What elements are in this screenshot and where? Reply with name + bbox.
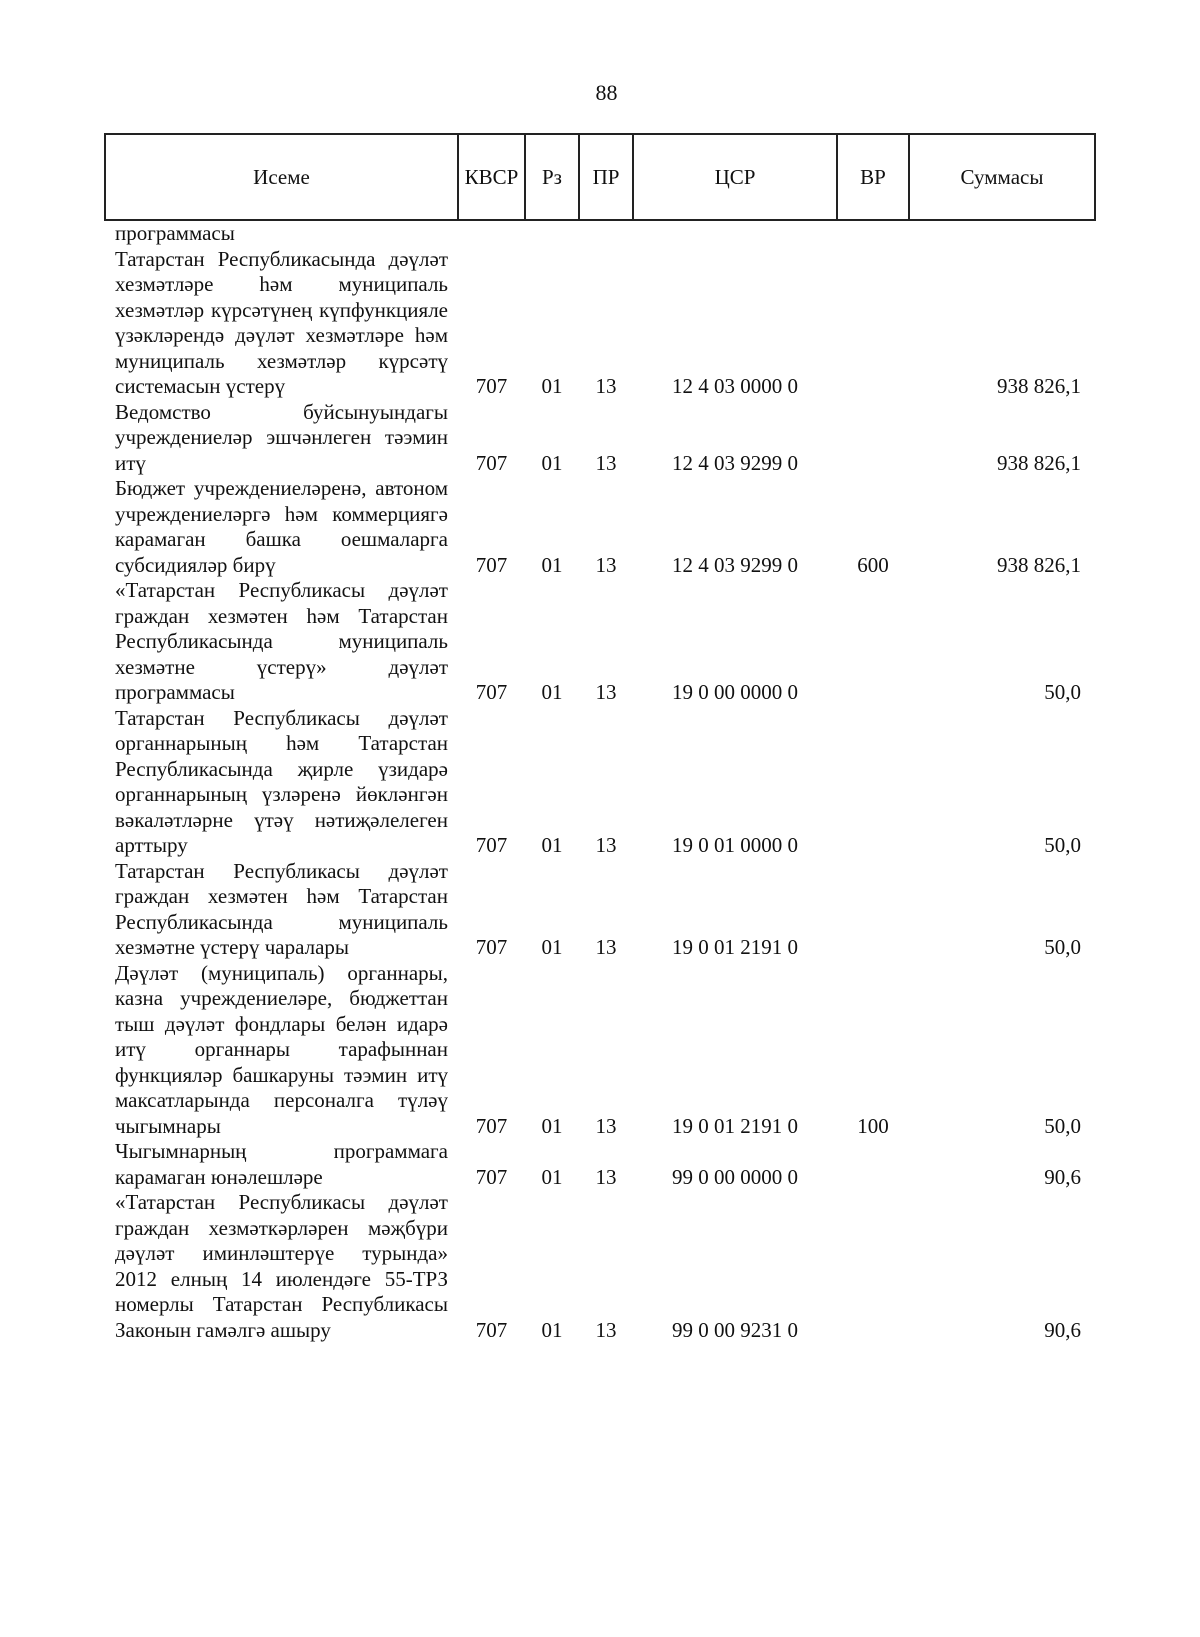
row-name: Бюджет учреждениеләренә, автоном учреждениеләргә һәм коммерциягә карамаган башка оешмаларга субсидияләр бирү — [115, 476, 448, 577]
row-csr: 12 4 03 9299 0 — [672, 450, 798, 475]
budget-table — [104, 133, 1096, 1343]
row-rz — [525, 220, 579, 247]
row-pr: 13 — [595, 450, 617, 475]
table-row — [105, 961, 1095, 1140]
header-rz: Рз — [525, 134, 579, 220]
row-kvsr: 707 — [475, 1317, 508, 1342]
header-sum: Суммасы — [909, 134, 1095, 220]
page-number: 88 — [595, 80, 618, 105]
row-vr — [837, 400, 909, 477]
row-name: программасы — [115, 221, 235, 245]
row-csr: 99 0 00 9231 0 — [672, 1317, 798, 1342]
header-kvsr: КВСР — [458, 134, 525, 220]
row-pr: 13 — [595, 552, 617, 577]
row-sum — [909, 220, 1095, 247]
row-csr: 99 0 00 0000 0 — [672, 1164, 798, 1189]
row-vr — [837, 859, 909, 961]
row-name: Ведомство буйсынуындагы учреждениеләр эшчәнлеген тәэмин итү — [115, 399, 448, 475]
row-csr: 19 0 01 0000 0 — [672, 833, 798, 857]
row-vr — [837, 706, 909, 859]
row-csr: 19 0 00 0000 0 — [672, 680, 798, 704]
row-kvsr: 707 — [475, 833, 508, 857]
row-rz: 01 — [541, 450, 563, 475]
row-kvsr: 707 — [475, 374, 508, 398]
row-rz: 01 — [541, 1113, 563, 1138]
row-sum: 938 826,1 — [997, 374, 1081, 398]
row-kvsr: 707 — [475, 1164, 508, 1189]
row-sum: 938 826,1 — [997, 450, 1081, 475]
row-vr: 100 — [857, 1113, 889, 1138]
row-vr: 600 — [857, 552, 889, 577]
row-csr: 12 4 03 9299 0 — [672, 552, 798, 577]
row-sum: 90,6 — [1044, 1317, 1081, 1342]
row-kvsr: 707 — [475, 935, 508, 959]
row-kvsr: 707 — [475, 680, 508, 704]
table-row — [105, 247, 1095, 400]
row-rz: 01 — [541, 833, 563, 857]
table-row — [105, 1190, 1095, 1343]
row-sum: 50,0 — [1044, 833, 1081, 857]
row-vr — [837, 578, 909, 706]
row-rz: 01 — [541, 935, 563, 959]
row-rz: 01 — [541, 1317, 563, 1342]
table-row — [105, 706, 1095, 859]
row-vr — [837, 1190, 909, 1343]
row-name: Дәүләт (муниципаль) органнары, казна учреждениеләре, бюджеттан тыш дәүләт фондлары белән идарә итү органнары тарафыннан функцияләр башкаруны тәэмин итү максатларында персоналга түләү чыгымнары — [115, 960, 448, 1138]
row-csr: 12 4 03 0000 0 — [672, 374, 798, 398]
row-kvsr: 707 — [475, 450, 508, 475]
table-header-row — [105, 134, 1095, 220]
header-csr: ЦСР — [633, 134, 837, 220]
row-pr: 13 — [595, 680, 617, 704]
row-pr: 13 — [595, 1113, 617, 1138]
row-sum: 50,0 — [1044, 680, 1081, 704]
row-pr: 13 — [595, 935, 617, 959]
row-vr — [837, 1139, 909, 1190]
row-sum: 938 826,1 — [997, 552, 1081, 577]
table-row — [105, 400, 1095, 477]
row-rz: 01 — [541, 1164, 563, 1189]
row-kvsr: 707 — [475, 552, 508, 577]
row-vr — [837, 220, 909, 247]
row-sum: 90,6 — [1044, 1164, 1081, 1189]
table-row — [105, 578, 1095, 706]
row-vr — [837, 247, 909, 400]
row-name: Татарстан Республикасы дәүләт граждан хезмәтен һәм Татарстан Республикасында муниципаль хезмәтне үстерү чаралары — [115, 858, 448, 959]
header-pr: ПР — [579, 134, 633, 220]
row-pr: 13 — [595, 833, 617, 857]
row-kvsr: 707 — [475, 1113, 508, 1138]
row-rz: 01 — [541, 680, 563, 704]
row-pr: 13 — [595, 1164, 617, 1189]
row-name: «Татарстан Республикасы дәүләт граждан хезмәткәрләрен мәҗбүри дәүләт иминләштерүе турында» 2012 елның 14 июлендәге 55-ТРЗ номерлы Татарстан Республикасы Законын гамәлгә ашыру — [115, 1190, 448, 1342]
header-name: Исеме — [105, 134, 458, 220]
row-pr: 13 — [595, 1317, 617, 1342]
table-row — [105, 1139, 1095, 1190]
row-csr: 19 0 01 2191 0 — [672, 1113, 798, 1138]
row-rz: 01 — [541, 374, 563, 398]
row-pr — [579, 220, 633, 247]
row-name: «Татарстан Республикасы дәүләт граждан хезмәтен һәм Татарстан Республикасында муниципаль хезмәтне үстерү» дәүләт программасы — [115, 578, 448, 704]
table-row — [105, 476, 1095, 578]
table-row — [105, 220, 1095, 247]
row-name: Татарстан Республикасында дәүләт хезмәтләре һәм муниципаль хезмәтләр күрсәтүнең күпфункцияле үзәкләрендә дәүләт хезмәтләре һәм муниципаль хезмәтләр күрсәтү системасын үстерү — [115, 246, 448, 398]
row-sum: 50,0 — [1044, 935, 1081, 959]
row-sum: 50,0 — [1044, 1113, 1081, 1138]
row-csr — [633, 220, 837, 247]
row-rz: 01 — [541, 552, 563, 577]
row-name: Чыгымнарның программага карамаган юнәлешләре — [115, 1139, 448, 1189]
row-kvsr — [458, 220, 525, 247]
header-vr: ВР — [837, 134, 909, 220]
row-pr: 13 — [595, 374, 617, 398]
row-name: Татарстан Республикасы дәүләт органнарының һәм Татарстан Республикасында җирле үзидарә органнарының үзләренә йөкләнгән вәкаләтләрне үтәү нәтиҗәлелеген арттыру — [115, 705, 448, 857]
row-csr: 19 0 01 2191 0 — [672, 935, 798, 959]
table-row — [105, 859, 1095, 961]
